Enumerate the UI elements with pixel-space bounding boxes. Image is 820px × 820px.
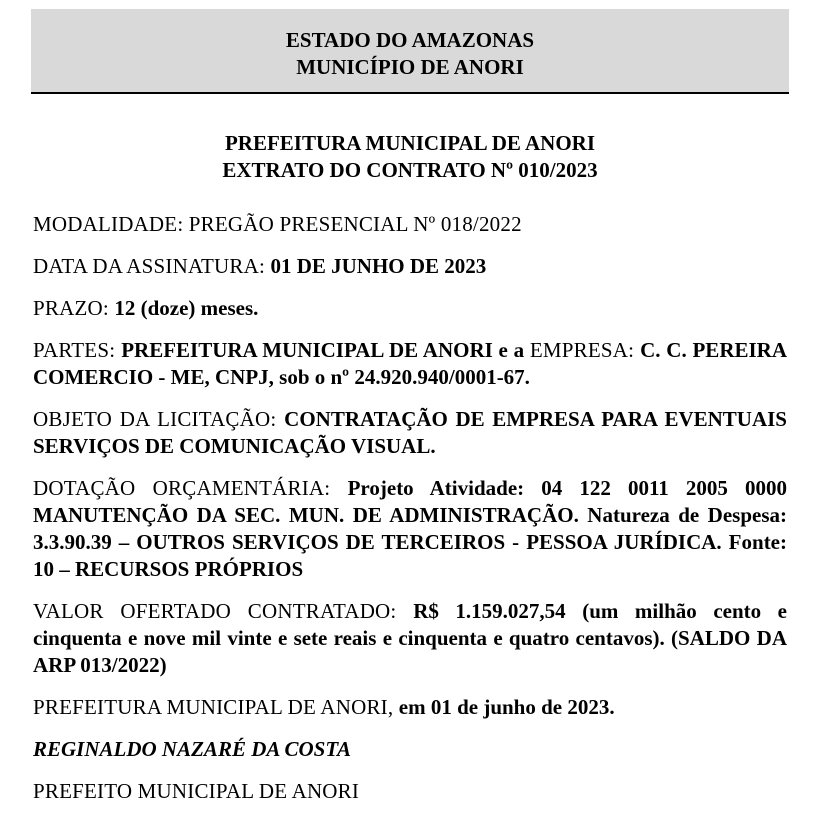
header-box xyxy=(31,9,789,94)
objeto-value: CONTRATAÇÃO DE EMPRESA PARA EVENTUAIS SERVIÇOS DE COMUNICAÇÃO VISUAL. xyxy=(33,407,787,458)
local-data-label: PREFEITURA MUNICIPAL DE ANORI, xyxy=(33,695,399,719)
dotacao-value: Projeto Atividade: 04 122 0011 2005 0000 MANUTENÇÃO DA SEC. MUN. DE ADMINISTRAÇÃO. Natureza de Despesa: 3.3.90.39 – OUTROS SERVIÇOS DE TERCEIROS - PESSOA JURÍDICA. Fonte: 10 – RECURSOS PRÓPRIOS xyxy=(33,476,788,581)
signatory-name: REGINALDO NAZARÉ DA COSTA xyxy=(33,737,351,761)
data-assinatura-label: DATA DA ASSINATURA: xyxy=(33,254,271,278)
partes-party1: PREFEITURA MUNICIPAL DE ANORI xyxy=(121,338,493,362)
partes-empresa-label: EMPRESA: xyxy=(529,338,641,362)
local-data-paragraph xyxy=(33,694,787,721)
data-assinatura-paragraph xyxy=(33,253,787,280)
contract-extract-title: EXTRATO DO CONTRATO Nº 010/2023 xyxy=(222,158,598,182)
valor-label: VALOR OFERTADO CONTRATADO: xyxy=(33,599,414,623)
modalidade-label: MODALIDADE: PREGÃO PRESENCIAL Nº 018/2022 xyxy=(33,212,522,236)
objeto-paragraph xyxy=(33,406,787,460)
objeto-label: OBJETO DA LICITAÇÃO: xyxy=(33,407,285,431)
document-body xyxy=(33,211,787,820)
prazo-value: 12 (doze) meses. xyxy=(114,296,259,320)
valor-value: R$ 1.159.027,54 (um milhão cento e cinquenta e nove mil vinte e sete reais e cinquenta e quatro centavos). (SALDO DA ARP 013/2022) xyxy=(33,599,788,677)
partes-label: PARTES: xyxy=(33,338,122,362)
signature-role-paragraph xyxy=(33,778,787,805)
partes-party2: C. C. PEREIRA COMERCIO - ME, CNPJ, sob o nº 24.920.940/0001-67. xyxy=(33,338,787,389)
data-assinatura-value: 01 DE JUNHO DE 2023 xyxy=(270,254,487,278)
dotacao-paragraph xyxy=(33,475,787,583)
header-municipality: MUNICÍPIO DE ANORI xyxy=(296,55,524,79)
prefeitura-title: PREFEITURA MUNICIPAL DE ANORI xyxy=(224,131,596,155)
dotacao-label: DOTAÇÃO ORÇAMENTÁRIA: xyxy=(33,476,348,500)
valor-paragraph xyxy=(33,598,787,679)
prazo-paragraph xyxy=(33,295,787,322)
partes-paragraph xyxy=(33,337,787,391)
prazo-label: PRAZO: xyxy=(33,296,115,320)
local-data-value: em 01 de junho de 2023. xyxy=(398,695,615,719)
signature-name-paragraph xyxy=(33,736,787,763)
partes-connector: e a xyxy=(492,338,530,362)
header-state: ESTADO DO AMAZONAS xyxy=(285,28,535,52)
modalidade-paragraph xyxy=(33,211,787,238)
signatory-role: PREFEITO MUNICIPAL DE ANORI xyxy=(33,779,360,803)
document-titles xyxy=(0,130,820,184)
